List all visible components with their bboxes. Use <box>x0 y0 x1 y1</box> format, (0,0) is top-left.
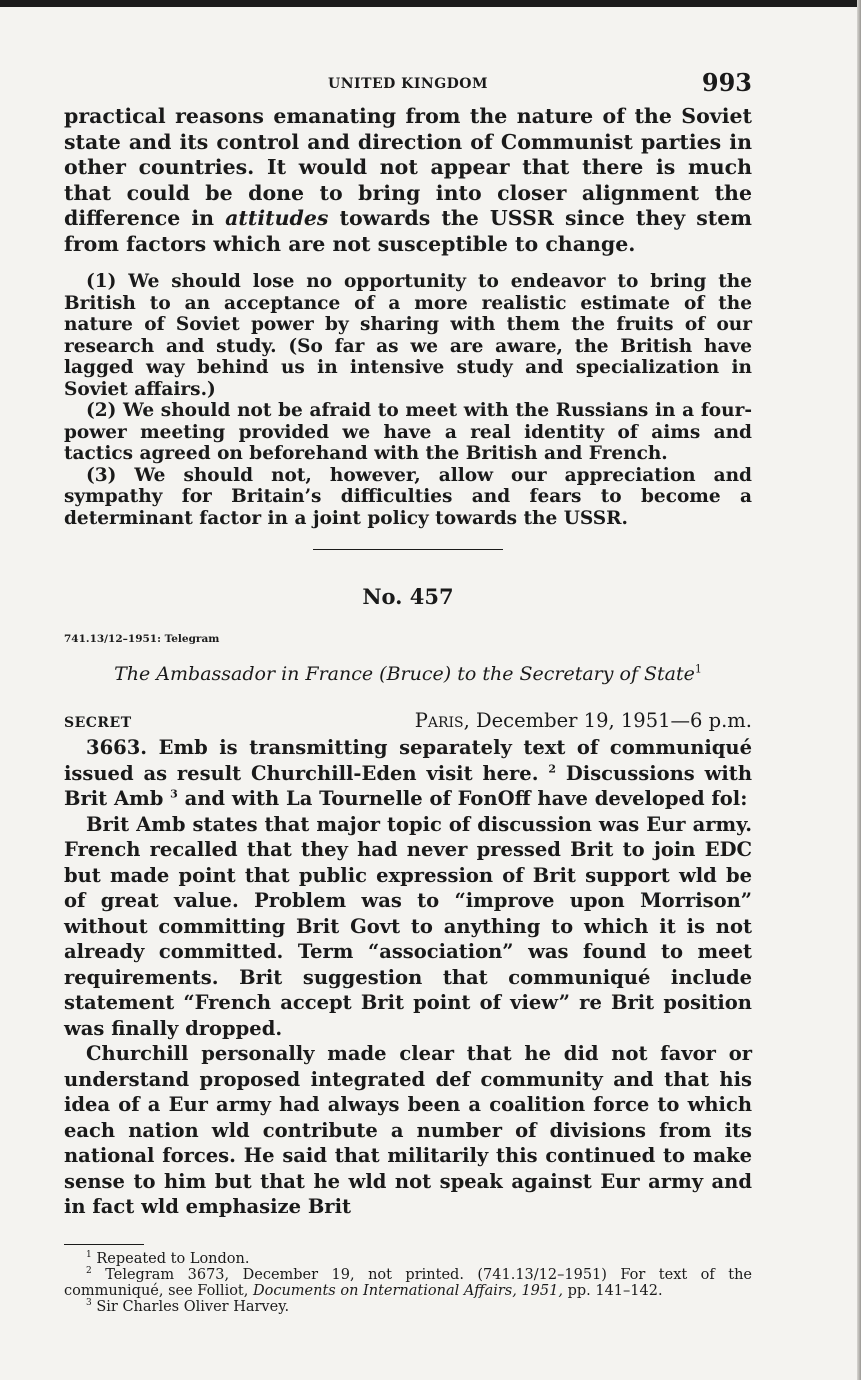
document-number: No. 457 <box>362 584 454 609</box>
footnote-2-text-b: pp. 141–142. <box>562 1282 663 1299</box>
footnote-2-marker: 2 <box>86 1265 92 1276</box>
section-divider <box>313 549 503 550</box>
date-time: December 19, 1951—6 p.m. <box>469 709 752 732</box>
page <box>64 60 752 1315</box>
file-reference: 741.13/12–1951: Telegram <box>64 633 220 645</box>
right-page-edge <box>857 0 861 1380</box>
document-title <box>64 663 752 685</box>
running-head <box>64 60 752 104</box>
recommendations-list <box>64 271 752 529</box>
footnote-ref-3[interactable]: 3 <box>170 787 178 801</box>
footnote-1-text: Repeated to London. <box>91 1250 250 1267</box>
footnote-divider <box>64 1244 144 1245</box>
top-edge-bar <box>0 0 861 7</box>
footnote-2-text-a: Telegram 3673, December 19, not printed. (741.13/12–1951) For text of the communiqué, see Folliot, <box>64 1266 752 1299</box>
recommendation-2: (2) We should not be afraid to meet with the Russians in a four-power meeting provided we have a real identity of aims and tactics agreed on beforehand with the British and French. <box>64 400 752 464</box>
footnote-ref-1[interactable]: 1 <box>694 662 702 676</box>
lead-text-part1: practical reasons emanating from the nature of the Soviet state and its control and direction of Communist parties in other countries. It would not appear that there is much that could be done to bring into closer alignment the difference in <box>64 104 752 230</box>
place: Paris, <box>414 709 470 732</box>
footnote-2-citation: Documents on International Affairs, 1951, <box>252 1282 563 1299</box>
footnote-3-marker: 3 <box>86 1297 92 1308</box>
footnote-ref-2[interactable]: 2 <box>548 762 557 775</box>
footnote-3-text: Sir Charles Oliver Harvey. <box>91 1298 290 1315</box>
lead-text-part2: towards the USSR since they stem from factors which are not susceptible to change. <box>64 206 752 256</box>
footnote-1-marker: 1 <box>86 1249 92 1260</box>
lead-paragraph <box>64 104 752 257</box>
body-p1-c: and with La Tournelle of FonOff have developed fol: <box>177 787 748 810</box>
place-date <box>415 709 752 732</box>
document-title-text: The Ambassador in France (Bruce) to the Secretary of State <box>114 663 695 685</box>
footnote-1 <box>64 1251 752 1267</box>
recommendation-1: (1) We should lose no opportunity to endeavor to bring the British to an acceptance of a more realistic estimate of the nature of Soviet power by sharing with them the fruits of our research and study. (So far as we are aware, the British have lagged way behind us in intensive study and specialization in Soviet affairs.) <box>64 271 752 400</box>
lead-paragraph-text <box>64 104 752 257</box>
body-paragraph-3: Churchill personally made clear that he did not favor or understand proposed integrated def community and that his idea of a Eur army had always been a coalition force to which each nation wld contribute a number of divisions from its national forces. He said that militarily this continued to make sense to him but that he wld not speak against Eur army and in fact wld emphasize Brit <box>64 1042 752 1218</box>
body-paragraph-1 <box>64 735 752 812</box>
dateline <box>64 709 752 735</box>
footnote-3 <box>64 1299 752 1315</box>
body-p1-a: 3663. Emb is transmitting separately text of communiqué issued as result Churchill-Eden visit here. <box>64 736 752 785</box>
running-title: UNITED KINGDOM <box>328 76 488 92</box>
body-paragraph-2: Brit Amb states that major topic of discussion was Eur army. French recalled that they had never pressed Brit to join EDC but made point that public expression of Brit support wld be of great value. Problem was to “improve upon Morrison” without committing Brit Govt to anything to which it is not already committed. Term “association” was found to meet requirements. Brit suggestion that communiqué include statement “French accept Brit point of view” re Brit position was finally dropped. <box>64 812 752 1040</box>
recommendation-3: (3) We should not, however, allow our appreciation and sympathy for Britain’s difficulties and fears to become a determinant factor in a joint policy towards the USSR. <box>64 464 752 529</box>
classification-label: SECRET <box>64 715 132 731</box>
page-number: 993 <box>701 68 752 97</box>
telegram-body <box>64 735 752 1220</box>
lead-text-emphasis: attitudes <box>225 206 329 230</box>
body-p1-b: Discussions with Brit Amb <box>64 761 752 810</box>
footnote-2 <box>64 1267 752 1299</box>
footnotes <box>64 1251 752 1315</box>
